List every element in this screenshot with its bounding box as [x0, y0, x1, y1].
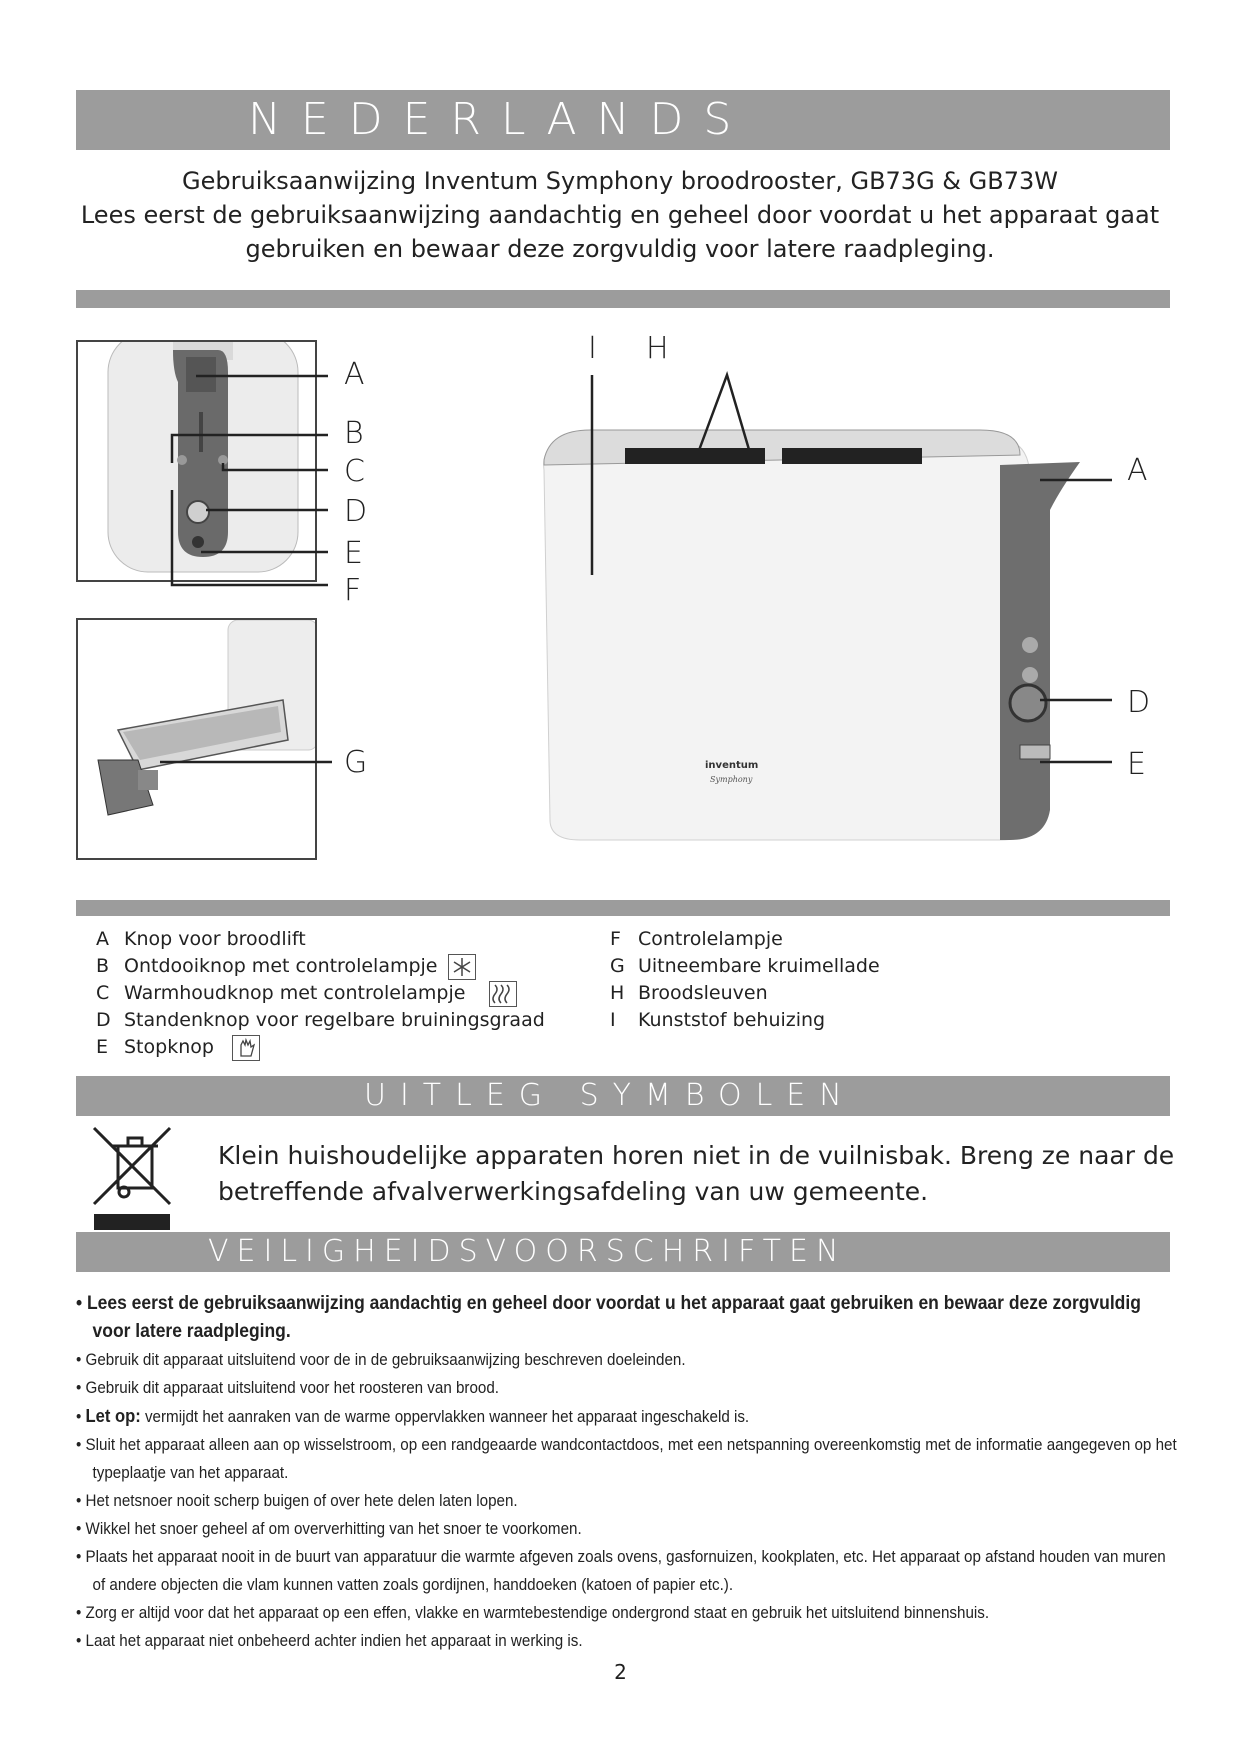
legend-item — [96, 926, 545, 953]
safety-rule-text: Sluit het apparaat alleen aan op wisselstroom, op een randgeaarde wandcontactdoos, met een netspanning overeenkomstig met de informatie aangegeven op het typeplaatje van het apparaat. — [85, 1436, 1177, 1482]
legend-text: Warmhoudknop met controlelampje — [124, 982, 466, 1004]
crumb-tray-illustration — [78, 620, 315, 858]
intro-line-1: Gebruiksaanwijzing Inventum Symphony broodrooster, GB73G & GB73W — [182, 167, 1058, 195]
legend-key: B — [96, 955, 110, 977]
safety-rule: • Plaats het apparaat nooit in de buurt van apparatuur die warmte afgeven zoals ovens, gasfornuizen, kookplaten, etc. Het apparaat op afstand houden van muren of andere objecten die vlam kunnen vatten zoals gordijnen, handdoeken (katoen of papier etc.). — [76, 1548, 1166, 1594]
safety-rule: • Zorg er altijd voor dat het apparaat op een effen, vlakke en warmtebestendige ondergrond staat en gebruik het uitsluitend binnenshuis. — [76, 1604, 990, 1622]
tray-label-g: G — [344, 745, 368, 780]
language-title: NEDERLANDS — [248, 94, 752, 145]
main-label-e: E — [1127, 747, 1146, 782]
safety-rule: • Sluit het apparaat alleen aan op wisselstroom, op een randgeaarde wandcontactdoos, met een netspanning overeenkomstig met de informatie aangegeven op het typeplaatje van het apparaat. — [76, 1436, 1177, 1482]
toaster-illustration — [520, 330, 1140, 850]
legend-text: Ontdooiknop met controlelampje — [124, 955, 438, 977]
legend-text: Kunststof behuizing — [638, 1009, 826, 1031]
safety-rule: • Laat het apparaat niet onbeheerd achter indien het apparaat in werking is. — [76, 1632, 583, 1650]
main-label-d: D — [1127, 685, 1151, 720]
divider-band-1 — [76, 290, 1170, 308]
side-label-c: C — [344, 454, 365, 489]
safety-rule-text: Lees eerst de gebruiksaanwijzing aandachtig en geheel door voordat u het apparaat gaat gebruiken en bewaar deze zorgvuldig voor latere raadpleging. — [86, 1293, 1141, 1342]
safety-title: VEILIGHEIDSVOORSCHRIFTEN — [208, 1234, 847, 1269]
legend-key: I — [610, 1009, 616, 1031]
side-callout-lines — [76, 330, 476, 610]
legend-key: H — [610, 982, 625, 1004]
snowflake-icon — [448, 954, 476, 980]
symbols-title: UITLEG SYMBOLEN — [364, 1078, 856, 1113]
safety-rule-text: Gebruik dit apparaat uitsluitend voor het roosteren van brood. — [85, 1379, 500, 1397]
legend-key: A — [96, 928, 109, 950]
legend-item — [96, 1007, 545, 1034]
side-label-e: E — [344, 536, 363, 571]
legend-text: Standenknop voor regelbare bruiningsgraad — [124, 1009, 545, 1031]
safety-rule: • Let op: vermijdt het aanraken van de warme oppervlakken wanneer het apparaat ingeschakeld is. — [76, 1406, 750, 1426]
safety-rule: • Wikkel het snoer geheel af om oververhitting van het snoer te voorkomen. — [76, 1520, 582, 1538]
legend-item — [610, 926, 880, 953]
legend-key: G — [610, 955, 625, 977]
safety-rule: • Lees eerst de gebruiksaanwijzing aandachtig en geheel door voordat u het apparaat gaat gebruiken en bewaar deze zorgvuldig voor latere raadpleging. — [76, 1293, 1141, 1342]
intro-line-2: Lees eerst de gebruiksaanwijzing aandachtig en geheel door voordat u het apparaat gaat — [80, 201, 1160, 229]
stop-hand-icon — [232, 1035, 260, 1061]
legend-left — [96, 926, 545, 1061]
safety-rule: • Het netsnoer nooit scherp buigen of over hete delen laten lopen. — [76, 1492, 518, 1510]
intro-line-3: gebruiken en bewaar deze zorgvuldig voor latere raadpleging. — [245, 235, 995, 263]
safety-rule-text: vermijdt het aanraken van de warme oppervlakken wanneer het apparaat ingeschakeld is. — [144, 1408, 750, 1426]
divider-band-2 — [76, 900, 1170, 916]
legend-text: Uitneembare kruimellade — [638, 955, 880, 977]
safety-rule-text: Plaats het apparaat nooit in de buurt van apparatuur die warmte afgeven zoals ovens, gasfornuizen, kookplaten, etc. Het apparaat op afstand houden van muren of andere objecten die vlam kunnen vatten zoals gordijnen, handdoeken (katoen of papier etc.). — [85, 1548, 1166, 1594]
weee-bin-icon — [90, 1124, 180, 1232]
page-number: 2 — [614, 1660, 627, 1684]
brand-logo-text: inventum — [705, 760, 759, 771]
safety-rule-text: Zorg er altijd voor dat het apparaat op een effen, vlakke en warmtebestendige ondergrond staat en gebruik het uitsluitend binnenshuis. — [85, 1604, 990, 1622]
legend-key: E — [96, 1036, 109, 1058]
legend-key: F — [610, 928, 621, 950]
legend-text: Knop voor broodlift — [124, 928, 306, 950]
legend-text: Stopknop — [124, 1036, 214, 1058]
legend-text: Broodsleuven — [638, 982, 768, 1004]
weee-line-1: Klein huishoudelijke apparaten horen niet in de vuilnisbak. Breng ze naar de — [218, 1141, 1175, 1170]
legend-item — [610, 1007, 880, 1034]
side-label-f: F — [344, 573, 362, 608]
tray-callout-line — [160, 752, 360, 772]
weee-line-2: betreffende afvalverwerkingsafdeling van uw gemeente. — [218, 1177, 929, 1206]
intro-text — [70, 164, 1170, 266]
legend-item — [96, 953, 545, 980]
side-label-a: A — [344, 357, 365, 392]
legend-key: C — [96, 982, 110, 1004]
safety-rule-prefix: Let op: — [85, 1406, 141, 1426]
crumb-tray-figure — [76, 618, 317, 860]
brand-sub-text: Symphony — [710, 775, 753, 784]
safety-rule-text: Het netsnoer nooit scherp buigen of over hete delen laten lopen. — [85, 1492, 518, 1510]
legend-right — [610, 926, 880, 1034]
safety-rule-text: Gebruik dit apparaat uitsluitend voor de in de gebruiksaanwijzing beschreven doeleinden. — [85, 1351, 686, 1369]
safety-rule: • Gebruik dit apparaat uitsluitend voor de in de gebruiksaanwijzing beschreven doeleinden. — [76, 1351, 686, 1369]
legend-key: D — [96, 1009, 111, 1031]
side-label-d: D — [344, 494, 368, 529]
legend-item — [96, 1034, 545, 1061]
heat-waves-icon — [489, 981, 517, 1007]
legend-item — [610, 980, 880, 1007]
legend-item — [96, 980, 545, 1007]
safety-rule: • Gebruik dit apparaat uitsluitend voor het roosteren van brood. — [76, 1379, 500, 1397]
side-label-b: B — [344, 416, 364, 451]
safety-rule-text: Laat het apparaat niet onbeheerd achter indien het apparaat in werking is. — [85, 1632, 583, 1650]
main-label-i: I — [588, 331, 597, 366]
legend-item — [610, 953, 880, 980]
main-label-a: A — [1127, 453, 1148, 488]
weee-text — [218, 1138, 1174, 1210]
main-label-h: H — [646, 331, 669, 366]
safety-rules-list — [76, 1290, 1177, 1655]
safety-rule-text: Wikkel het snoer geheel af om oververhitting van het snoer te voorkomen. — [85, 1520, 582, 1538]
legend-text: Controlelampje — [638, 928, 783, 950]
